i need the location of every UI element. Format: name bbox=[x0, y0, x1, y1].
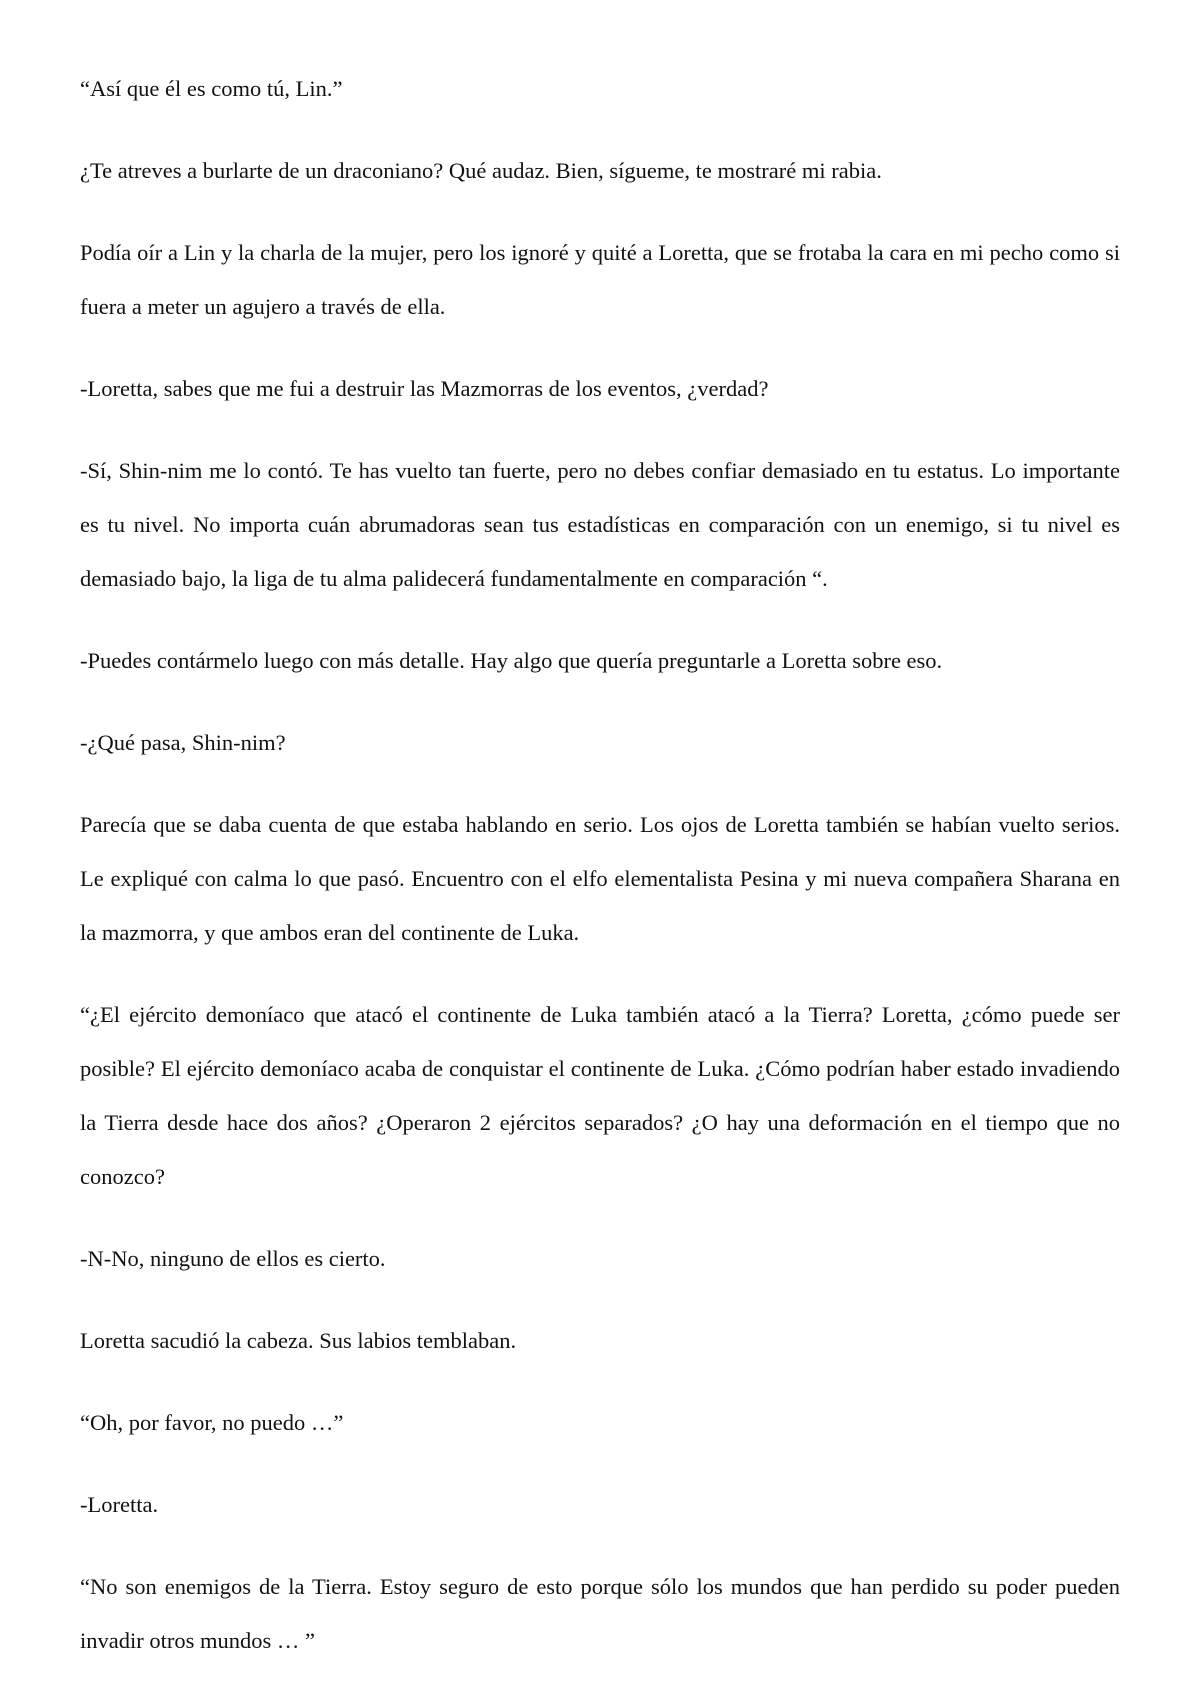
paragraph-3: Podía oír a Lin y la charla de la mujer, pero los ignoré y quité a Loretta, que se frotaba la cara en mi pecho como si fuera a meter un agujero a través de ella. bbox=[80, 240, 1120, 319]
paragraph-6: -Puedes contármelo luego con más detalle. Hay algo que quería preguntarle a Loretta sobre eso. bbox=[80, 648, 943, 673]
document-page bbox=[80, 62, 1120, 1696]
paragraph-11: Loretta sacudió la cabeza. Sus labios temblaban. bbox=[80, 1328, 517, 1353]
paragraph-10: -N-No, ninguno de ellos es cierto. bbox=[80, 1246, 386, 1271]
paragraph-5: -Sí, Shin-nim me lo contó. Te has vuelto tan fuerte, pero no debes confiar demasiado en tu estatus. Lo importante es tu nivel. No importa cuán abrumadoras sean tus estadísticas en comparación con un enemigo, si tu nivel es demasiado bajo, la liga de tu alma palidecerá fundamentalmente en comparación “. bbox=[80, 458, 1120, 591]
paragraph-4: -Loretta, sabes que me fui a destruir las Mazmorras de los eventos, ¿verdad? bbox=[80, 376, 769, 401]
paragraph-1: “Así que él es como tú, Lin.” bbox=[80, 76, 343, 101]
paragraph-12: “Oh, por favor, no puedo …” bbox=[80, 1410, 344, 1435]
paragraph-2: ¿Te atreves a burlarte de un draconiano? Qué audaz. Bien, sígueme, te mostraré mi rabia. bbox=[80, 158, 882, 183]
paragraph-14: “No son enemigos de la Tierra. Estoy seguro de esto porque sólo los mundos que han perdido su poder pueden invadir otros mundos … ” bbox=[80, 1574, 1120, 1653]
paragraph-13: -Loretta. bbox=[80, 1492, 159, 1517]
paragraph-8: Parecía que se daba cuenta de que estaba hablando en serio. Los ojos de Loretta también se habían vuelto serios. Le expliqué con calma lo que pasó. Encuentro con el elfo elementalista Pesina y mi nueva compañera Sharana en la mazmorra, y que ambos eran del continente de Luka. bbox=[80, 812, 1120, 945]
paragraph-9: “¿El ejército demoníaco que atacó el continente de Luka también atacó a la Tierra? Loretta, ¿cómo puede ser posible? El ejército demoníaco acaba de conquistar el continente de Luka. ¿Cómo podrían haber estado invadiendo la Tierra desde hace dos años? ¿Operaron 2 ejércitos separados? ¿O hay una deformación en el tiempo que no conozco? bbox=[80, 1002, 1120, 1189]
paragraph-7: -¿Qué pasa, Shin-nim? bbox=[80, 730, 286, 755]
